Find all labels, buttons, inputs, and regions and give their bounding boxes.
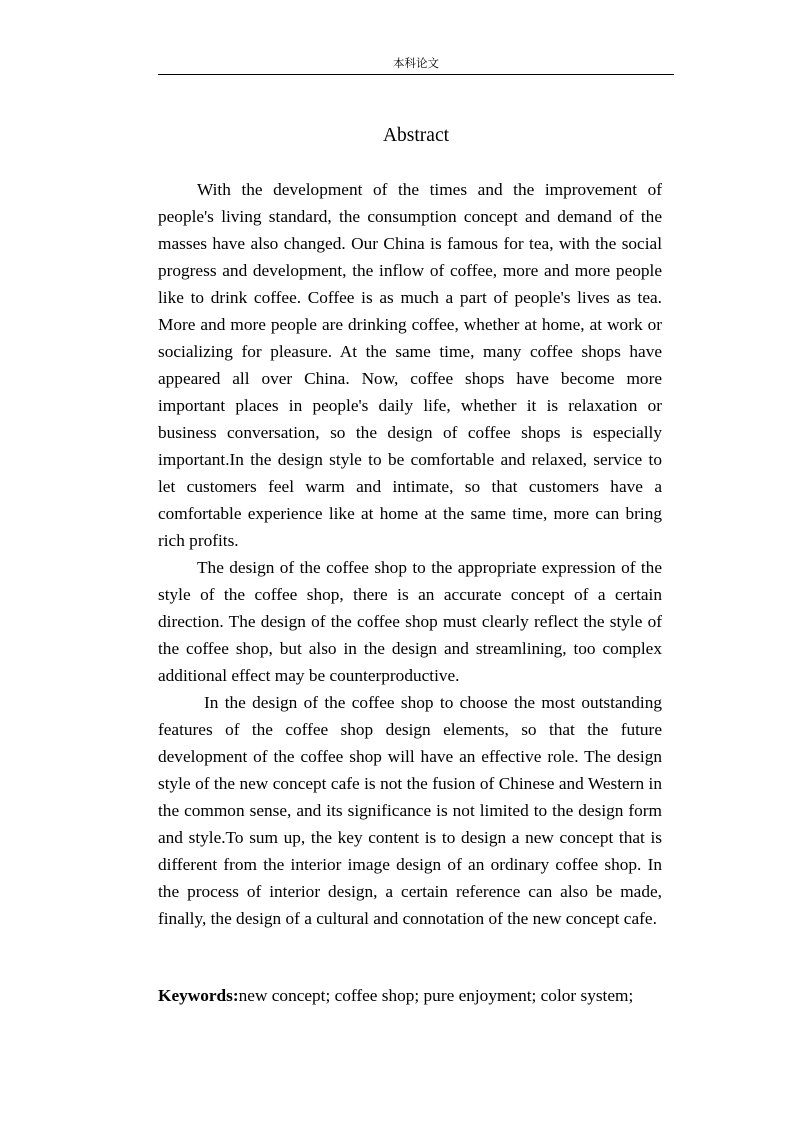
- abstract-paragraph: With the development of the times and the improvement of people's living standard, the consumption concept and demand of the masses have also changed. Our China is famous for tea, with the social progress and development, the inflow of coffee, more and more people like to drink coffee. Coffee is as much a part of people's lives as tea. More and more people are drinking coffee, whether at home, at work or socializing for pleasure. At the same time, many coffee shops have appeared all over China. Now, coffee shops have become more important places in people's daily life, whether it is relaxation or business conversation, so the design of coffee shops is especially important.In the design style to be comfortable and relaxed, service to let customers feel warm and intimate, so that customers have a comfortable experience like at home at the same time, more can bring rich profits.: [158, 180, 662, 550]
- keywords-label: Keywords:: [158, 986, 239, 1005]
- header-label: 本科论文: [393, 56, 439, 70]
- abstract-paragraph: In the design of the coffee shop to choose the most outstanding features of the coffee shop design elements, so that the future development of the coffee shop will have an effective role. The design style of the new concept cafe is not the fusion of Chinese and Western in the common sense, and its significance is not limited to the design form and style.To sum up, the key content is to design a new concept that is different from the interior image design of an ordinary coffee shop. In the process of interior design, a certain reference can also be made, finally, the design of a cultural and connotation of the new concept cafe.: [158, 693, 662, 928]
- keywords-text: new concept; coffee shop; pure enjoyment; color system;: [238, 986, 634, 1005]
- abstract-body: [158, 176, 662, 932]
- abstract-paragraph: The design of the coffee shop to the appropriate expression of the style of the coffee shop, there is an accurate concept of a certain direction. The design of the coffee shop must clearly reflect the style of the coffee shop, but also in the design and streamlining, too complex additional effect may be counterproductive.: [158, 558, 662, 685]
- abstract-title: Abstract: [382, 125, 450, 146]
- keywords-line: [158, 982, 678, 1009]
- page-header: [158, 56, 674, 75]
